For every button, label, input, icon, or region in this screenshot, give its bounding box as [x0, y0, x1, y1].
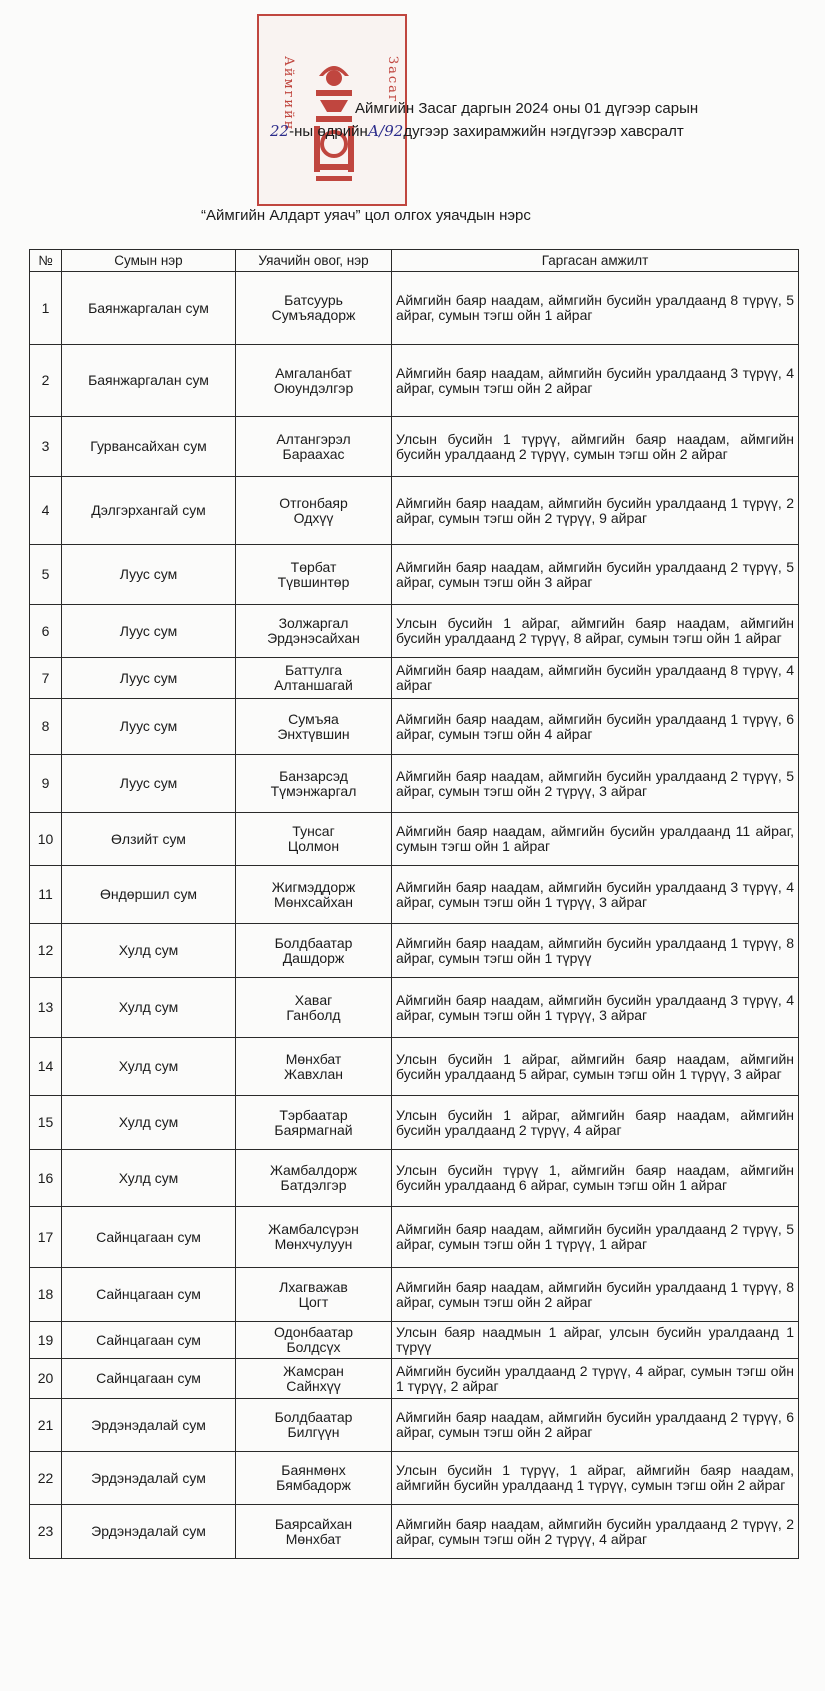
table-row: [30, 755, 799, 813]
achievement-text: Аймгийн баяр наадам, аймгийн бусийн уралдаанд 8 түрүү, 5 айраг, сумын тэгш ойн 1 айраг: [392, 272, 799, 345]
sum-name: Хулд сум: [62, 1096, 236, 1150]
table-row: [30, 813, 799, 866]
sum-name: Өлзийт сум: [62, 813, 236, 866]
row-number: 22: [30, 1452, 62, 1505]
row-number: 3: [30, 417, 62, 477]
herder-name: [236, 417, 392, 477]
sum-name: Луус сум: [62, 755, 236, 813]
achievement-text: Улсын бусийн 1 айраг, аймгийн баяр наадам, аймгийн бусийн уралдаанд 5 айраг, сумын тэгш ойн 1 түрүү, 3 айраг: [392, 1038, 799, 1096]
herder-name: [236, 545, 392, 605]
herder-name: [236, 477, 392, 545]
herder-surname: Хавaг: [294, 991, 333, 1008]
herder-surname: Болдбаатар: [274, 1409, 353, 1425]
herder-name: [236, 1322, 392, 1359]
herder-surname: Отгонбаяр: [279, 494, 348, 511]
table-row: [30, 699, 799, 755]
row-number: 9: [30, 755, 62, 813]
table-row: [30, 1452, 799, 1505]
herder-surname: Банзарсэд: [279, 767, 348, 784]
achievement-text: Аймгийн баяр наадам, аймгийн бусийн уралдаанд 1 түрүү, 6 айраг, сумын тэгш ойн 4 айраг: [392, 699, 799, 755]
herder-given-name: Түмэнжаргал: [270, 782, 357, 799]
sum-name: Сайнцагаан сум: [62, 1322, 236, 1359]
achievement-text: Улсын бусийн түрүү 1, аймгийн баяр наадам, аймгийн бусийн уралдаанд 6 айраг, сумын тэгш ойн 1 айраг: [392, 1150, 799, 1207]
table-row: [30, 1096, 799, 1150]
herder-surname: Батсуурь: [284, 292, 343, 308]
column-header-name: Уяачийн овог, нэр: [236, 250, 392, 272]
achievement-text: Аймгийн баяр наадам, аймгийн бусийн уралдаанд 8 түрүү, 4 айраг: [392, 658, 799, 699]
achievement-text: Аймгийн бусийн уралдаанд 2 түрүү, 4 айраг, сумын тэгш ойн 1 түрүү, 2 айраг: [392, 1359, 799, 1399]
sum-name: Луус сум: [62, 699, 236, 755]
sum-name: Хулд сум: [62, 978, 236, 1038]
document-title: “Аймгийн Алдарт уяач” цол олгох уяачдын нэрс: [201, 207, 531, 224]
herder-given-name: Алтаншагай: [274, 677, 353, 693]
herder-surname: Баттулга: [284, 662, 343, 678]
row-number: 15: [30, 1096, 62, 1150]
table-row: [30, 1322, 799, 1359]
row-number: 1: [30, 272, 62, 345]
herder-given-name: Барaахас: [282, 445, 345, 462]
herder-given-name: Мөнхчулуун: [274, 1236, 353, 1252]
table-row: [30, 1038, 799, 1096]
herder-name: [236, 1399, 392, 1452]
herder-name: [236, 978, 392, 1038]
herder-surname: Золжаргал: [278, 615, 349, 631]
achievement-text: Аймгийн баяр наадам, аймгийн бусийн уралдаанд 2 түрүү, 5 айраг, сумын тэгш ойн 3 айраг: [392, 545, 799, 605]
sum-name: Сайнцагаан сум: [62, 1207, 236, 1268]
honorees-table: [29, 249, 799, 1559]
table-row: [30, 1268, 799, 1322]
column-header-sum: Сумын нэр: [62, 250, 236, 272]
table-row: [30, 477, 799, 545]
herder-surname: Сумъяа: [288, 710, 339, 727]
herder-given-name: Ганболд: [286, 1006, 341, 1023]
achievement-text: Аймгийн баяр наадам, аймгийн бусийн уралдаанд 3 түрүү, 4 айраг, сумын тэгш ойн 2 айраг: [392, 345, 799, 417]
row-number: 8: [30, 699, 62, 755]
achievement-text: Аймгийн баяр наадам, аймгийн бусийн уралдаанд 1 түрүү, 8 айраг, сумын тэгш ойн 1 түрүү: [392, 924, 799, 978]
herder-given-name: Мөнхбат: [285, 1530, 342, 1547]
herder-name: [236, 605, 392, 658]
herder-given-name: Дашдорж: [282, 949, 345, 966]
stamp-text-right: Засаг: [385, 56, 400, 104]
herder-name: [236, 813, 392, 866]
herder-surname: Тэрбаатар: [279, 1106, 348, 1123]
sum-name: Сайнцагаан сум: [62, 1268, 236, 1322]
row-number: 16: [30, 1150, 62, 1207]
sum-name: Баянжаргалан сум: [62, 345, 236, 417]
table-row: [30, 1150, 799, 1207]
table-row: [30, 545, 799, 605]
herder-name: [236, 1096, 392, 1150]
row-number: 13: [30, 978, 62, 1038]
row-number: 5: [30, 545, 62, 605]
row-number: 23: [30, 1505, 62, 1559]
sum-name: Баянжаргалан сум: [62, 272, 236, 345]
herder-name: [236, 345, 392, 417]
herder-given-name: Бямбадорж: [276, 1477, 351, 1493]
herder-given-name: Билгүүн: [287, 1424, 340, 1440]
sum-name: Хулд сум: [62, 924, 236, 978]
reference-text-b: дугээр захирамжийн нэгдүгээр хавсралт: [403, 123, 684, 140]
row-number: 20: [30, 1359, 62, 1399]
herder-surname: Одонбаатар: [273, 1324, 354, 1340]
row-number: 14: [30, 1038, 62, 1096]
handwritten-order-number: А/92: [367, 122, 404, 140]
herder-given-name: Сумъяадорж: [271, 307, 356, 323]
herder-name: [236, 1268, 392, 1322]
herder-name: [236, 1359, 392, 1399]
herder-surname: Жамбалсүрэн: [268, 1221, 359, 1237]
achievement-text: Аймгийн баяр наадам, аймгийн бусийн уралдаанд 2 түрүү, 5 айраг, сумын тэгш ойн 2 түрүү, 3 айраг: [392, 755, 799, 813]
achievement-text: Аймгийн баяр наадам, аймгийн бусийн уралдаанд 11 айраг, сумын тэгш ойн 1 айраг: [392, 813, 799, 866]
herder-name: [236, 1505, 392, 1559]
table-header-row: [30, 250, 799, 272]
achievement-text: Аймгийн баяр наадам, аймгийн бусийн уралдаанд 3 түрүү, 4 айраг, сумын тэгш ойн 1 түрүү, 3 айраг: [392, 866, 799, 924]
achievement-text: Аймгийн баяр наадам, аймгийн бусийн уралдаанд 1 түрүү, 2 айраг, сумын тэгш ойн 2 түрүү, 9 айраг: [392, 477, 799, 545]
row-number: 2: [30, 345, 62, 417]
herder-surname: Баярсайхан: [274, 1515, 353, 1532]
row-number: 17: [30, 1207, 62, 1268]
table-row: [30, 1359, 799, 1399]
achievement-text: Улсын бусийн 1 айраг, аймгийн баяр наадам, аймгийн бусийн уралдаанд 2 түрүү, 4 айраг: [392, 1096, 799, 1150]
herder-surname: Жамбалдорж: [269, 1162, 358, 1178]
herder-given-name: Одхүү: [293, 509, 334, 526]
herder-surname: Мөнхбат: [285, 1050, 342, 1067]
sum-name: Луус сум: [62, 605, 236, 658]
order-reference-line-1: Аймгийн Засаг даргын 2024 оны 01 дүгээр сарын: [355, 100, 699, 117]
table-row: [30, 1505, 799, 1559]
achievement-text: Аймгийн баяр наадам, аймгийн бусийн уралдаанд 2 түрүү, 6 айраг, сумын тэгш ойн 2 айраг: [392, 1399, 799, 1452]
herder-surname: Жигмэддорж: [271, 878, 356, 895]
herder-name: [236, 924, 392, 978]
herder-given-name: Түвшинтөр: [277, 573, 350, 590]
herder-given-name: Болдсүх: [286, 1339, 341, 1355]
sum-name: Эрдэнэдалай сум: [62, 1399, 236, 1452]
order-reference-line-2: [270, 122, 684, 140]
herder-name: [236, 1150, 392, 1207]
herder-name: [236, 658, 392, 699]
herder-given-name: Оюундэлгэр: [273, 379, 354, 396]
herder-given-name: Мөнхсайхан: [274, 893, 353, 910]
table-row: [30, 866, 799, 924]
sum-name: Хулд сум: [62, 1150, 236, 1207]
achievement-text: Улсын бусийн 1 айраг, аймгийн баяр наадам, аймгийн бусийн уралдаанд 2 түрүү, 8 айраг, сумын тэгш ойн 1 айраг: [392, 605, 799, 658]
row-number: 19: [30, 1322, 62, 1359]
row-number: 12: [30, 924, 62, 978]
herder-name: [236, 699, 392, 755]
sum-name: Дэлгэрхангай сум: [62, 477, 236, 545]
achievement-text: Аймгийн баяр наадам, аймгийн бусийн уралдаанд 2 түрүү, 2 айраг, сумын тэгш ойн 2 түрүү, 4 айраг: [392, 1505, 799, 1559]
achievement-text: Улсын бусийн 1 түрүү, аймгийн баяр наадам, аймгийн бусийн уралдаанд 2 түрүү, сумын тэгш ойн 2 айраг: [392, 417, 799, 477]
herder-given-name: Энхтүвшин: [277, 725, 350, 742]
herder-name: [236, 272, 392, 345]
row-number: 21: [30, 1399, 62, 1452]
herder-given-name: Жавхлан: [284, 1065, 343, 1082]
row-number: 6: [30, 605, 62, 658]
row-number: 11: [30, 866, 62, 924]
column-header-achievement: Гаргасан амжилт: [392, 250, 799, 272]
herder-given-name: Цолмон: [287, 838, 340, 854]
herder-surname: Болдбаатар: [274, 934, 353, 951]
herder-given-name: Баярмагнай: [274, 1121, 353, 1138]
table-row: [30, 417, 799, 477]
herder-name: [236, 1452, 392, 1505]
table-row: [30, 1399, 799, 1452]
herder-given-name: Эрдэнэсайхан: [267, 630, 360, 646]
herder-surname: Лхагвaжав: [279, 1278, 348, 1295]
herder-name: [236, 866, 392, 924]
achievement-text: Аймгийн баяр наадам, аймгийн бусийн уралдаанд 2 түрүү, 5 айраг, сумын тэгш ойн 1 түрүү, 1 айраг: [392, 1207, 799, 1268]
sum-name: Сайнцагаан сум: [62, 1359, 236, 1399]
herder-surname: Төрбат: [290, 558, 337, 575]
herder-given-name: Батдэлгэр: [280, 1177, 347, 1193]
table-row: [30, 605, 799, 658]
achievement-text: Аймгийн баяр наадам, аймгийн бусийн уралдаанд 3 түрүү, 4 айраг, сумын тэгш ойн 1 түрүү, 3 айраг: [392, 978, 799, 1038]
row-number: 7: [30, 658, 62, 699]
sum-name: Эрдэнэдалай сум: [62, 1505, 236, 1559]
reference-text-a: -ны өдрийн: [289, 123, 368, 140]
handwritten-date: 22: [270, 122, 290, 140]
herder-surname: Алтангэрэл: [276, 430, 351, 447]
row-number: 18: [30, 1268, 62, 1322]
table-row: [30, 345, 799, 417]
herder-surname: Амгаланбат: [275, 364, 352, 381]
herder-name: [236, 1207, 392, 1268]
herder-name: [236, 755, 392, 813]
sum-name: Луус сум: [62, 658, 236, 699]
table-row: [30, 978, 799, 1038]
stamp-text-left: Аймгийн: [281, 56, 296, 132]
achievement-text: Аймгийн баяр наадам, аймгийн бусийн уралдаанд 1 түрүү, 8 айраг, сумын тэгш ойн 2 айраг: [392, 1268, 799, 1322]
table-row: [30, 1207, 799, 1268]
herder-given-name: Сайнхүү: [286, 1377, 341, 1394]
achievement-text: Улсын баяр наадмын 1 айраг, улсын бусийн уралдаанд 1 түрүү: [392, 1322, 799, 1359]
herder-surname: Тунсаг: [292, 823, 335, 839]
column-header-number: №: [30, 250, 62, 272]
row-number: 10: [30, 813, 62, 866]
herder-name: [236, 1038, 392, 1096]
sum-name: Эрдэнэдалай сум: [62, 1452, 236, 1505]
herder-given-name: Цогт: [298, 1293, 329, 1310]
table-row: [30, 658, 799, 699]
sum-name: Хулд сум: [62, 1038, 236, 1096]
table-row: [30, 924, 799, 978]
achievement-text: Улсын бусийн 1 түрүү, 1 айраг, аймгийн баяр наадам, аймгийн бусийн уралдаанд 1 түрүү, сумын тэгш ойн 2 айраг: [392, 1452, 799, 1505]
table-row: [30, 272, 799, 345]
sum-name: Гурвансайхан сум: [62, 417, 236, 477]
herder-surname: Жамсран: [283, 1362, 344, 1379]
sum-name: Луус сум: [62, 545, 236, 605]
sum-name: Өндөршил сум: [62, 866, 236, 924]
herder-surname: Баянмөнх: [281, 1462, 346, 1478]
row-number: 4: [30, 477, 62, 545]
